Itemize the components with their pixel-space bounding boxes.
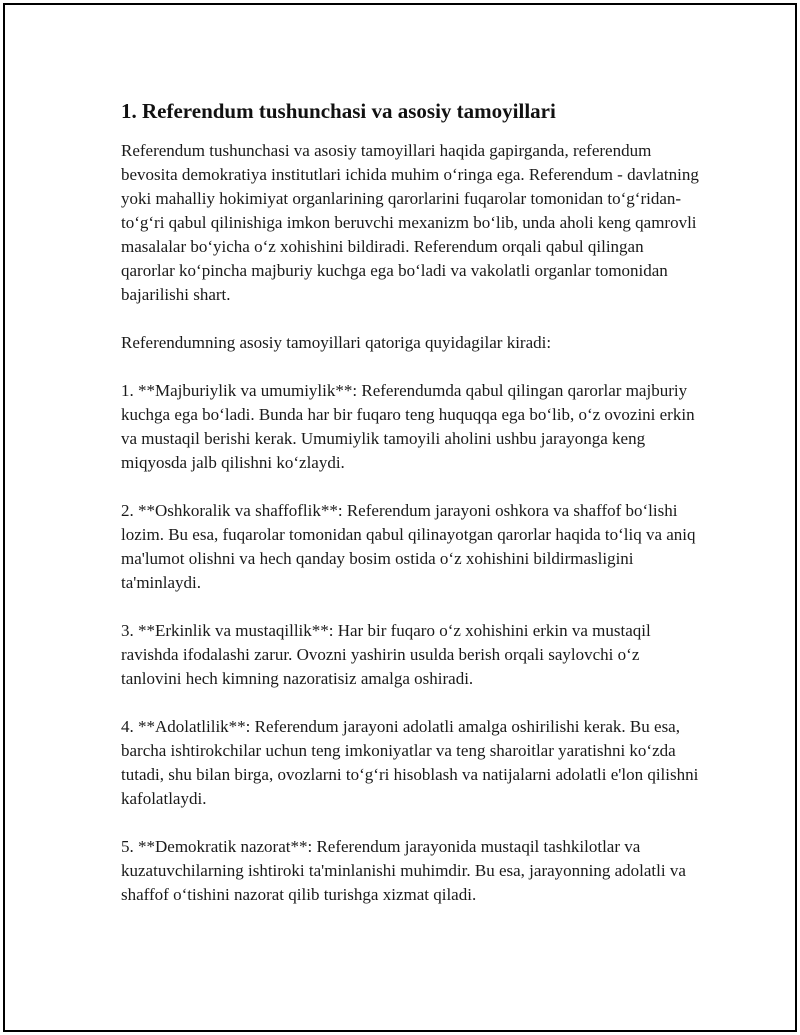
intro-paragraph: Referendum tushunchasi va asosiy tamoyillari haqida gapirganda, referendum bevosita demokratiya institutlari ichida muhim o‘ringa ega. Referendum - davlatning yoki mahalliy hokimiyat organlarining qarorlarini fuqarolar tomonidan to‘g‘ridan-to‘g‘ri qabul qilinishiga imkon beruvchi mexanizm bo‘lib, unda aholi keng qamrovli masalalar bo‘yicha o‘z xohishini bildiradi. Referendum orqali qabul qilingan qarorlar ko‘pincha majburiy kuchga ega bo‘ladi va vakolatli organlar tomonidan bajarilishi shart. [121, 141, 699, 304]
principle-2-paragraph: 2. **Oshkoralik va shaffoflik**: Referendum jarayoni oshkora va shaffof bo‘lishi lozim. Bu esa, fuqarolar tomonidan qabul qilinayotgan qarorlar haqida to‘liq va aniq ma'lumot olishni va hech qanday bosim ostida o‘z xohishini bildirmasligini ta'minlaydi. [121, 501, 696, 592]
principle-1-paragraph: 1. **Majburiylik va umumiylik**: Referendumda qabul qilingan qarorlar majburiy kuchga ega bo‘ladi. Bunda har bir fuqaro teng huquqqa ega bo‘lib, o‘z ovozini erkin va mustaqil berishi kerak. Umumiylik tamoyili aholini ushbu jarayonga keng miqyosda jalb qilishni ko‘zlaydi. [121, 381, 695, 472]
principles-intro: Referendumning asosiy tamoyillari qatoriga quyidagilar kiradi: [121, 333, 552, 352]
section-heading: 1. Referendum tushunchasi va asosiy tamoyillari [121, 99, 556, 123]
principle-5-paragraph: 5. **Demokratik nazorat**: Referendum jarayonida mustaqil tashkilotlar va kuzatuvchilarning ishtiroki ta'minlanishi muhimdir. Bu esa, jarayonning adolatli va shaffof o‘tishini nazorat qilib turishga xizmat qiladi. [121, 837, 686, 904]
principle-3-paragraph: 3. **Erkinlik va mustaqillik**: Har bir fuqaro o‘z xohishini erkin va mustaqil ravishda ifodalashi zarur. Ovozni yashirin usulda berish orqali saylovchi o‘z tanlovini hech kimning nazoratisiz amalga oshiradi. [121, 621, 651, 688]
page-frame [3, 3, 797, 1032]
principle-4-paragraph: 4. **Adolatlilik**: Referendum jarayoni adolatli amalga oshirilishi kerak. Bu esa, barcha ishtirokchilar uchun teng imkoniyatlar va teng sharoitlar yaratishni ko‘zda tutadi, shu bilan birga, ovozlarni to‘g‘ri hisoblash va natijalarni adolatli e'lon qilishni kafolatlaydi. [121, 717, 699, 808]
document-body [121, 96, 701, 931]
